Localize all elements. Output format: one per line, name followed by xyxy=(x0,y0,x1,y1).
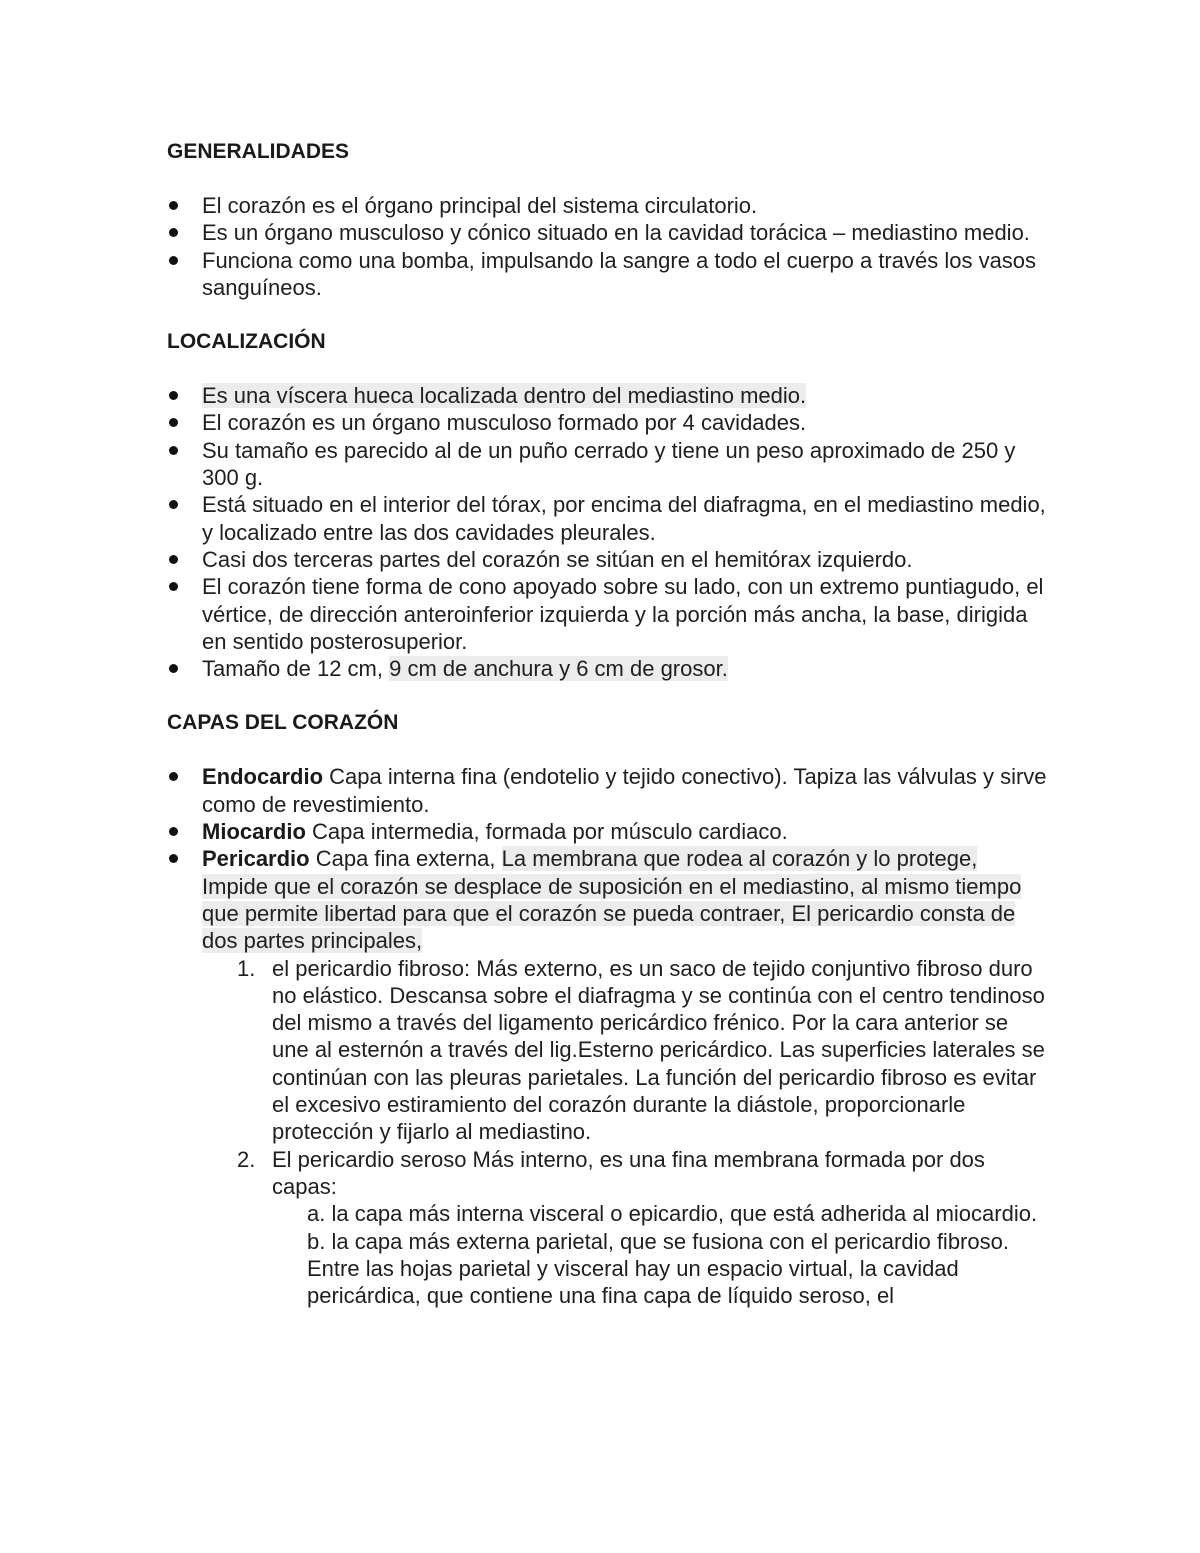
heading-generalidades: GENERALIDADES xyxy=(167,140,350,163)
list-pericardio-parts xyxy=(202,955,1047,1310)
term-endocardio: Endocardio xyxy=(202,764,324,790)
list-item: El corazón es un órgano musculoso formado por 4 cavidades. xyxy=(167,409,1047,436)
list-item: Su tamaño es parecido al de un puño cerrado y tiene un peso aproximado de 250 y 300 g. xyxy=(167,437,1047,492)
heading-localizacion: LOCALIZACIÓN xyxy=(167,330,326,354)
item-text: el pericardio fibroso: Más externo, es un saco de tejido conjuntivo fibroso duro no elástico. Descansa sobre el diafragma y se continúa con el centro tendinoso del mismo a través del ligamento pericárdico frénico. Por la cara anterior se une al esternón a través del lig.Esterno pericárdico. Las superficies laterales se continúan con las pleuras parietales. La función del pericardio fibroso es evitar el excesivo estiramiento del corazón durante la diástole, proporcionarle protección y fijarlo al mediastino. xyxy=(272,955,1045,1145)
term-pericardio: Pericardio xyxy=(202,846,310,872)
item-number: 2. xyxy=(237,1146,256,1172)
list-capas xyxy=(167,763,1047,1309)
plain-text: Tamaño de 12 cm, xyxy=(202,656,390,682)
item-number: 1. xyxy=(237,955,256,981)
highlighted-text: 9 cm de anchura y 6 cm de grosor. xyxy=(389,656,728,682)
sub-item: b. la capa más externa parietal, que se fusiona con el pericardio fibroso. Entre las hojas parietal y visceral hay un espacio virtual, la cavidad pericárdica, que contiene una fina capa de líquido seroso, el xyxy=(307,1228,1009,1309)
definition-text: Capa intermedia, formada por músculo cardiaco. xyxy=(305,819,788,845)
list-item xyxy=(167,655,1047,682)
list-item: Es un órgano musculoso y cónico situado en la cavidad torácica – mediastino medio. xyxy=(167,219,1047,246)
list-generalidades xyxy=(167,192,1047,301)
item-text: El pericardio seroso Más interno, es una fina membrana formada por dos capas: xyxy=(272,1146,985,1199)
list-item xyxy=(167,382,1047,409)
list-item: Funciona como una bomba, impulsando la sangre a todo el cuerpo a través los vasos sanguíneos. xyxy=(167,247,1047,302)
list-item: El corazón es el órgano principal del sistema circulatorio. xyxy=(167,192,1047,219)
term-miocardio: Miocardio xyxy=(202,819,306,845)
list-item: Está situado en el interior del tórax, por encima del diafragma, en el mediastino medio, y localizado entre las dos cavidades pleurales. xyxy=(167,491,1047,546)
document-page xyxy=(167,138,1047,1309)
list-item: El corazón tiene forma de cono apoyado sobre su lado, con un extremo puntiagudo, el vértice, de dirección anteroinferior izquierda y la porción más ancha, la base, dirigida en sentido posterosuperior. xyxy=(167,573,1047,655)
sub-item: a. la capa más interna visceral o epicardio, que está adherida al miocardio. xyxy=(307,1201,1038,1227)
list-item: Casi dos terceras partes del corazón se sitúan en el hemitórax izquierdo. xyxy=(167,546,1047,573)
list-item-endocardio xyxy=(167,763,1047,818)
list-item-pericardio xyxy=(167,845,1047,1309)
definition-text: Capa fina externa, xyxy=(309,846,502,872)
list-localizacion xyxy=(167,382,1047,682)
highlighted-text: Es una víscera hueca localizada dentro del mediastino medio. xyxy=(202,383,807,409)
highlighted-text: La membrana que rodea al corazón y lo protege, Impide que el corazón se desplace de suposición en el mediastino, al mismo tiempo que permite libertad para que el corazón se pueda contraer, El pericardio consta de dos partes principales, xyxy=(202,846,1022,954)
definition-text: Capa interna fina (endotelio y tejido conectivo). Tapiza las válvulas y sirve como de revestimiento. xyxy=(202,764,1047,817)
heading-capas: CAPAS DEL CORAZÓN xyxy=(167,711,399,735)
numbered-item xyxy=(237,1146,1047,1310)
list-item-miocardio xyxy=(167,818,1047,845)
numbered-item xyxy=(237,955,1047,1146)
